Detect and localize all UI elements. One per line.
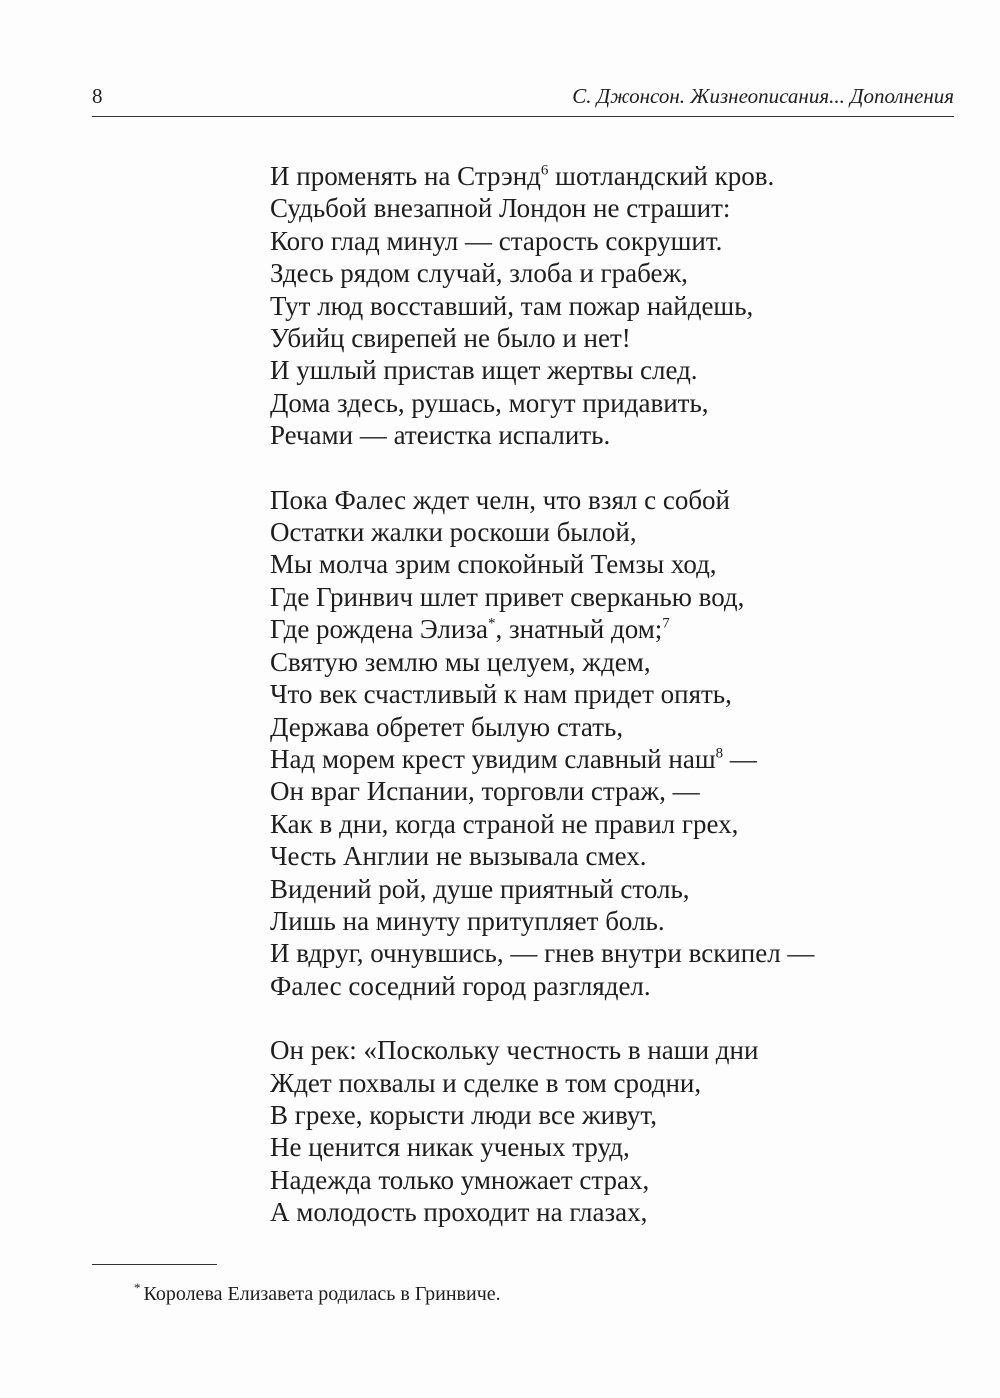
verse-text: Честь Англии не вызывала смех. [270, 841, 647, 872]
verse-line [270, 484, 890, 516]
verse-text: Где Гринвич шлет привет сверканью вод, [270, 581, 745, 612]
verse-line [270, 905, 890, 937]
verse-text-continued: шотландский кров. [548, 161, 775, 191]
note-reference: 7 [662, 615, 670, 632]
verse-line [270, 743, 890, 775]
verse-text-continued: , знатный дом; [495, 614, 663, 645]
verse-text: Остатки жалки роскоши былой, [270, 517, 637, 548]
verse-line [270, 387, 890, 419]
verse-line [270, 290, 890, 322]
verse-text: Держава обретет былую стать, [270, 711, 624, 742]
verse-line [270, 516, 890, 548]
verse-line [270, 1164, 890, 1196]
footnote-mark: * [134, 1280, 141, 1295]
header-rule [92, 116, 954, 117]
verse-text: Видений рой, душе приятный столь, [270, 873, 690, 904]
verse-line [270, 873, 890, 905]
poem-body [270, 160, 890, 1261]
verse-line [270, 678, 890, 710]
stanza [270, 1034, 890, 1228]
verse-text: Надежда только умножает страх, [270, 1164, 650, 1195]
footnote-text: Королева Елизавета родилась в Гринвиче. [143, 1282, 501, 1305]
verse-line [270, 711, 890, 743]
verse-line [270, 192, 890, 224]
verse-text: В грехе, корысти люди все живут, [270, 1099, 657, 1130]
verse-text: Речами — атеистка испалить. [270, 420, 611, 451]
verse-line [270, 775, 890, 807]
stanza [270, 160, 890, 452]
verse-text: Тут люд восставший, там пожар найдешь, [270, 290, 754, 321]
verse-text-continued: — [723, 743, 757, 774]
verse-text: Мы молча зрим спокойный Темзы ход, [270, 549, 717, 580]
verse-line [270, 613, 890, 645]
note-reference: 6 [540, 162, 549, 179]
verse-line [270, 1131, 890, 1163]
verse-text: И вдруг, очнувшись, — гнев внутри вскипел — [270, 938, 815, 969]
verse-text: Дома здесь, рушась, могут придавить, [270, 387, 709, 418]
verse-line [270, 646, 890, 678]
verse-text: Ждет похвалы и сделке в том сродни, [270, 1067, 702, 1098]
page-number: 8 [92, 84, 103, 108]
verse-text: Пока Фалес ждет челн, что взял с собой [270, 484, 731, 515]
verse-line [270, 257, 890, 289]
verse-text: Убийц свирепей не было и нет! [270, 323, 631, 354]
verse-line [270, 970, 890, 1002]
footnote [134, 1280, 501, 1306]
verse-line [270, 1034, 890, 1066]
verse-line [270, 808, 890, 840]
verse-line [270, 419, 890, 451]
verse-text: Не ценится никак ученых труд, [270, 1132, 630, 1163]
verse-line [270, 225, 890, 257]
stanza [270, 484, 890, 1003]
running-head [92, 82, 954, 116]
note-reference: * [487, 615, 496, 632]
verse-text: И ушлый пристав ищет жертвы след. [270, 355, 698, 386]
verse-text: И променять на Стрэнд [270, 161, 541, 191]
verse-text: Он рек: «Поскольку честность в наши дни [270, 1035, 759, 1066]
verse-line [270, 937, 890, 969]
note-reference: 8 [715, 745, 724, 762]
verse-text: Лишь на минуту притупляет боль. [270, 905, 665, 936]
running-title: С. Джонсон. Жизнеописания... Дополнения [572, 84, 954, 108]
verse-text: Над морем крест увидим славный наш [270, 743, 716, 774]
verse-line [270, 1099, 890, 1131]
verse-text: Святую землю мы целуем, ждем, [270, 646, 651, 677]
verse-line [270, 160, 890, 192]
verse-line [270, 840, 890, 872]
verse-text: Кого глад минул — старость сокрушит. [270, 225, 723, 256]
verse-text: Судьбой внезапной Лондон не страшит: [270, 193, 731, 224]
footnote-rule [92, 1264, 217, 1265]
verse-text: А молодость проходит на глазах, [270, 1197, 648, 1228]
verse-line [270, 548, 890, 580]
verse-text: Здесь рядом случай, злоба и грабеж, [270, 258, 688, 289]
verse-text: Как в дни, когда страной не правил грех, [270, 808, 739, 839]
verse-line [270, 581, 890, 613]
verse-text: Где рождена Элиза [270, 614, 488, 645]
verse-text: Что век счастливый к нам придет опять, [270, 679, 732, 710]
verse-line [270, 354, 890, 386]
verse-line [270, 322, 890, 354]
verse-text: Фалес соседний город разглядел. [270, 970, 651, 1001]
verse-line [270, 1196, 890, 1228]
verse-text: Он враг Испании, торговли страж, — [270, 776, 700, 807]
verse-line [270, 1067, 890, 1099]
